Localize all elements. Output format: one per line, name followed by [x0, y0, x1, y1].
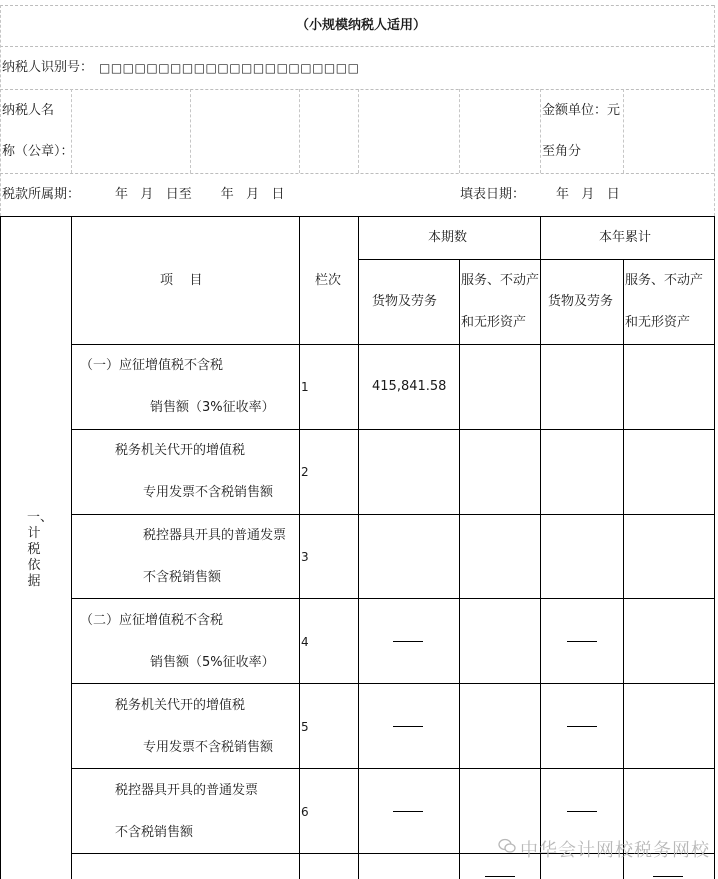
row-4-item-line1: （二）应征增值税不含税 — [80, 613, 224, 628]
taxpayer-name-label-2: 称（公章）： — [2, 144, 74, 159]
taxpayer-id-boxes: □□□□□□□□□□□□□□□□□□□□□□ — [99, 61, 360, 75]
col-header-services-current-1: 服务、不动产 — [461, 273, 540, 288]
row-7-services-current-na — [485, 876, 515, 877]
row-4-goods-ytd-na — [567, 641, 597, 642]
tax-basis-table — [0, 216, 718, 879]
row-3-line-no: 3 — [301, 550, 309, 564]
row-5-item-line1: 税务机关代开的增值税 — [115, 698, 246, 713]
col-header-year-to-date: 本年累计 — [599, 230, 652, 245]
row-6-line-no: 6 — [301, 805, 309, 819]
row-5-item-line2: 专用发票不含税销售额 — [143, 740, 274, 755]
row-5-goods-ytd-na — [567, 726, 597, 727]
row-6-goods-current-na — [393, 811, 423, 812]
col-header-goods-ytd: 货物及劳务 — [548, 294, 614, 309]
row-5-goods-current-na — [393, 726, 423, 727]
row-1-item-line2: 销售额（3%征收率） — [150, 400, 275, 415]
row-1-line-no: 1 — [301, 380, 309, 394]
row-1-item-line1: （一）应征增值税不含税 — [80, 358, 224, 373]
tax-period-value: 年 月 日至 年 月 日 — [115, 187, 285, 202]
section-label-tax-basis: 一、计税依据 — [27, 510, 54, 589]
taxpayer-id-label: 纳税人识别号： — [2, 60, 94, 75]
row-4-goods-current-na — [393, 641, 423, 642]
row-7-services-ytd-na — [653, 876, 683, 877]
row-6-item-line1: 税控器具开具的普通发票 — [115, 783, 259, 798]
col-header-item: 项 目 — [160, 273, 203, 288]
row-1-goods-current: 415,841.58 — [372, 379, 447, 394]
amount-unit-label-2: 至角分 — [542, 144, 582, 159]
row-4-line-no: 4 — [301, 635, 309, 649]
row-2-line-no: 2 — [301, 465, 309, 479]
col-header-current-period: 本期数 — [428, 230, 468, 245]
row-5-line-no: 5 — [301, 720, 309, 734]
col-header-services-ytd-2: 和无形资产 — [625, 315, 691, 330]
col-header-services-ytd-1: 服务、不动产 — [625, 273, 704, 288]
tax-period-label: 税款所属期： — [2, 187, 81, 202]
row-2-item-line2: 专用发票不含税销售额 — [143, 485, 274, 500]
col-header-services-current-2: 和无形资产 — [461, 315, 527, 330]
row-4-item-line2: 销售额（5%征收率） — [150, 655, 275, 670]
row-6-goods-ytd-na — [567, 811, 597, 812]
col-header-line-no: 栏次 — [315, 273, 342, 288]
row-3-item-line2: 不含税销售额 — [143, 570, 222, 585]
row-6-item-line2: 不含税销售额 — [115, 825, 194, 840]
col-header-goods-current: 货物及劳务 — [372, 294, 438, 309]
row-3-item-line1: 税控器具开具的普通发票 — [143, 528, 287, 543]
fill-date-value: 年 月 日 — [556, 187, 620, 202]
form-title: （小规模纳税人适用） — [296, 18, 427, 33]
fill-date-label: 填表日期： — [460, 187, 526, 202]
taxpayer-name-label: 纳税人名 — [2, 103, 55, 118]
wechat-icon — [498, 838, 516, 854]
amount-unit-label: 金额单位：元 — [542, 103, 621, 118]
watermark-text: 中华会计网校税务网校 — [520, 840, 710, 861]
row-2-item-line1: 税务机关代开的增值税 — [115, 443, 246, 458]
